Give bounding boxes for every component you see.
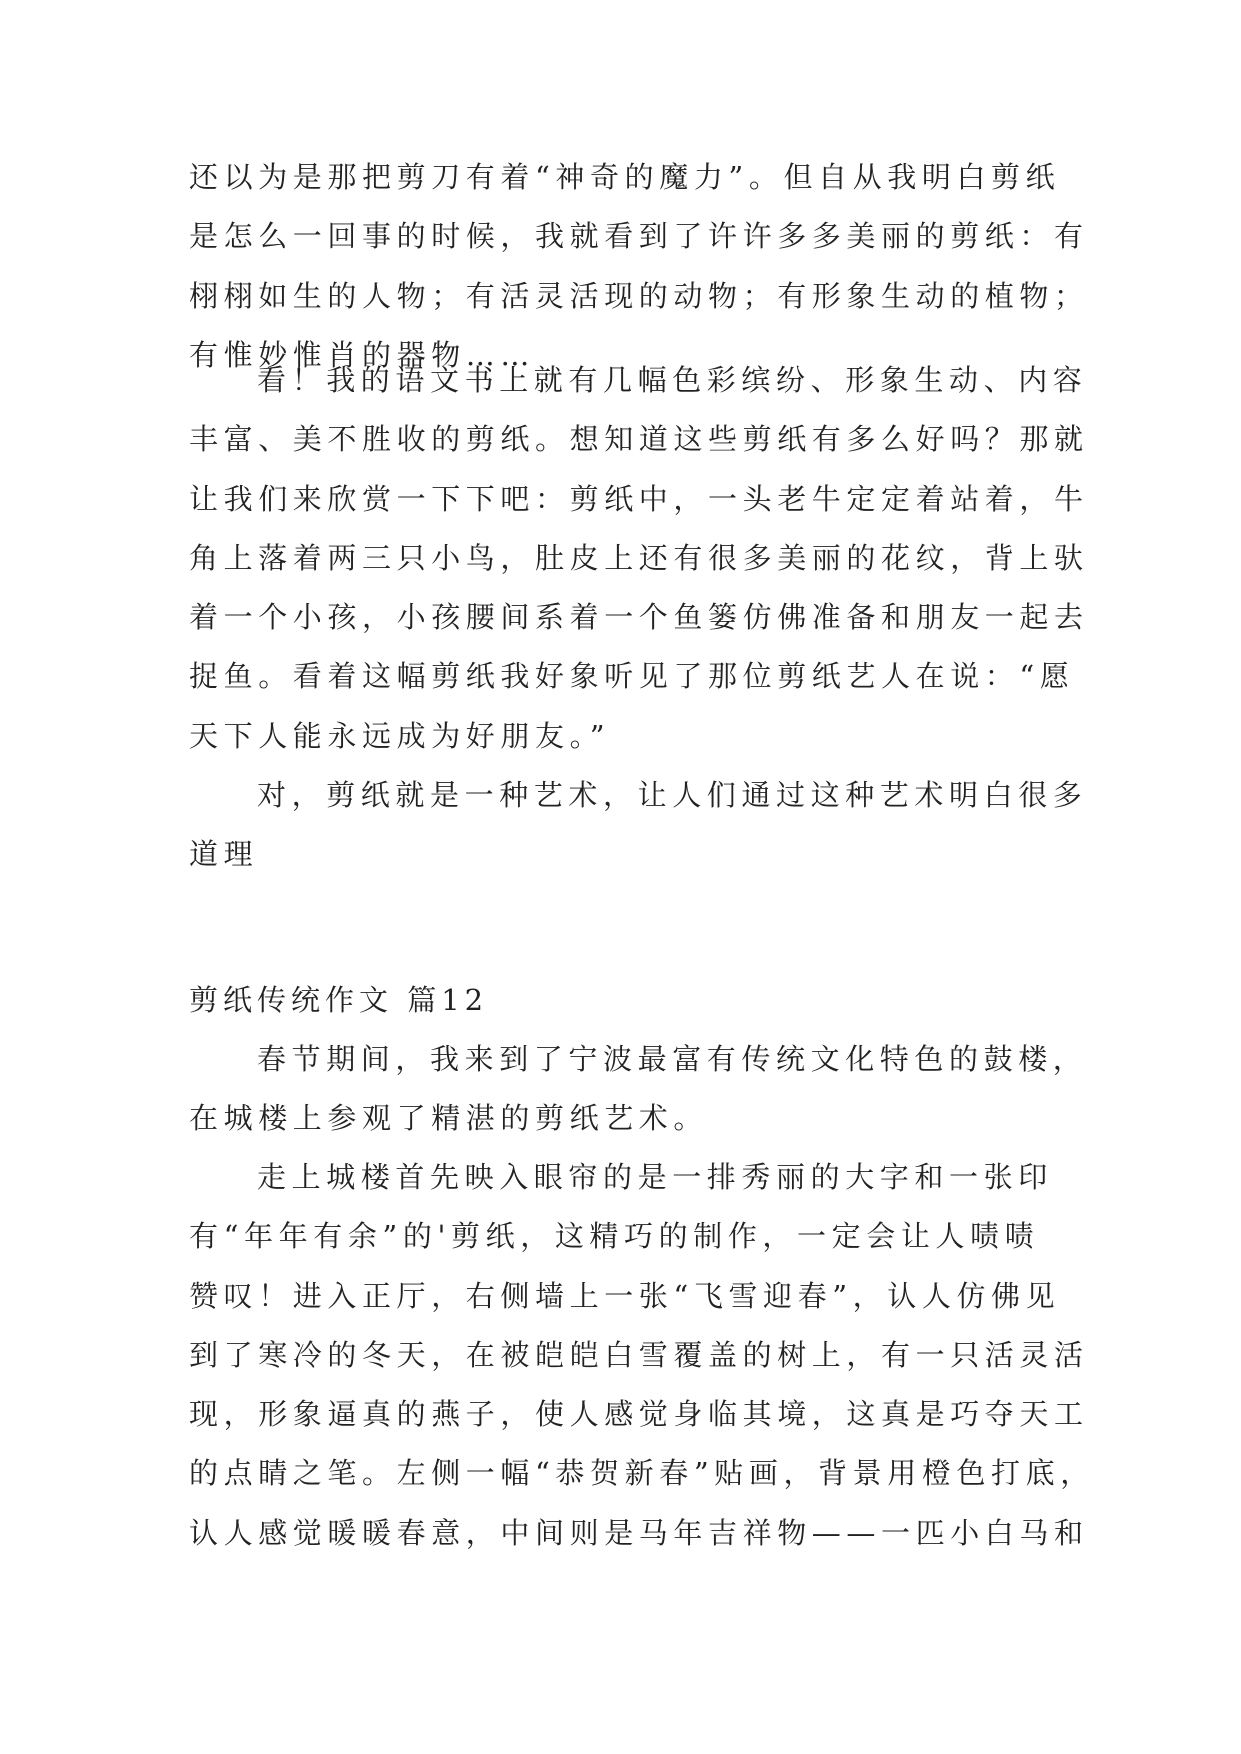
text-line: 丰富、美不胜收的剪纸。想知道这些剪纸有多么好吗？那就 [189,422,1089,457]
paragraph-3 [189,766,1088,885]
text-line: 有“年年有余”的'剪纸，这精巧的制作，一定会让人啧啧 [189,1219,1040,1254]
text-line: 在城楼上参观了精湛的剪纸艺术。 [189,1101,709,1136]
text-line: 的点睛之笔。左侧一幅“恭贺新春”贴画，背景用橙色打底， [189,1456,1095,1491]
text-line: 着一个小孩，小孩腰间系着一个鱼篓仿佛准备和朋友一起去 [189,600,1089,635]
text-line: 赞叹！进入正厅，右侧墙上一张“飞雪迎春”，认人仿佛见 [189,1278,1061,1313]
text-line: 认人感觉暖暖春意，中间则是马年吉祥物——一匹小白马和 [189,1515,1089,1550]
text-line: 到了寒冷的冬天，在被皑皑白雪覆盖的树上，有一只活灵活 [189,1337,1089,1372]
text-line: 春节期间，我来到了宁波最富有传统文化特色的鼓楼， [257,1042,1088,1076]
text-line: 让我们来欣赏一下下吧：剪纸中，一头老牛定定着站着，牛 [189,481,1089,516]
text-line: 是怎么一回事的时候，我就看到了许许多多美丽的剪纸：有 [189,219,1089,254]
text-line: 角上落着两三只小鸟，肚皮上还有很多美丽的花纹，背上驮 [189,540,1089,575]
paragraph-2 [189,351,1089,766]
paragraph-4 [189,1030,1088,1149]
text-line: 天下人能永远成为好朋友。” [189,718,611,753]
text-line: 有惟妙惟肖的器物…… [189,337,536,372]
text-line: 走上城楼首先映入眼帘的是一排秀丽的大字和一张印 [257,1160,1053,1194]
text-line: 现，形象逼真的燕子，使人感觉身临其境，这真是巧夺天工 [189,1397,1089,1432]
text-line: 栩栩如生的人物；有活灵活现的动物；有形象生动的植物； [189,278,1089,313]
paragraph-5 [189,1148,1095,1563]
text-line: 道理 [189,837,259,872]
text-line: 还以为是那把剪刀有着“神奇的魔力”。但自从我明白剪纸 [189,160,1061,194]
text-line: 看！我的语文书上就有几幅色彩缤纷、形象生动、内容 [257,363,1088,397]
paragraph-1 [189,148,1089,385]
section-heading: 剪纸传统作文 篇12 [189,983,489,1017]
text-line: 捉鱼。看着这幅剪纸我好象听见了那位剪纸艺人在说：“愿 [189,659,1075,694]
text-line: 对，剪纸就是一种艺术，让人们通过这种艺术明白很多 [257,778,1088,812]
